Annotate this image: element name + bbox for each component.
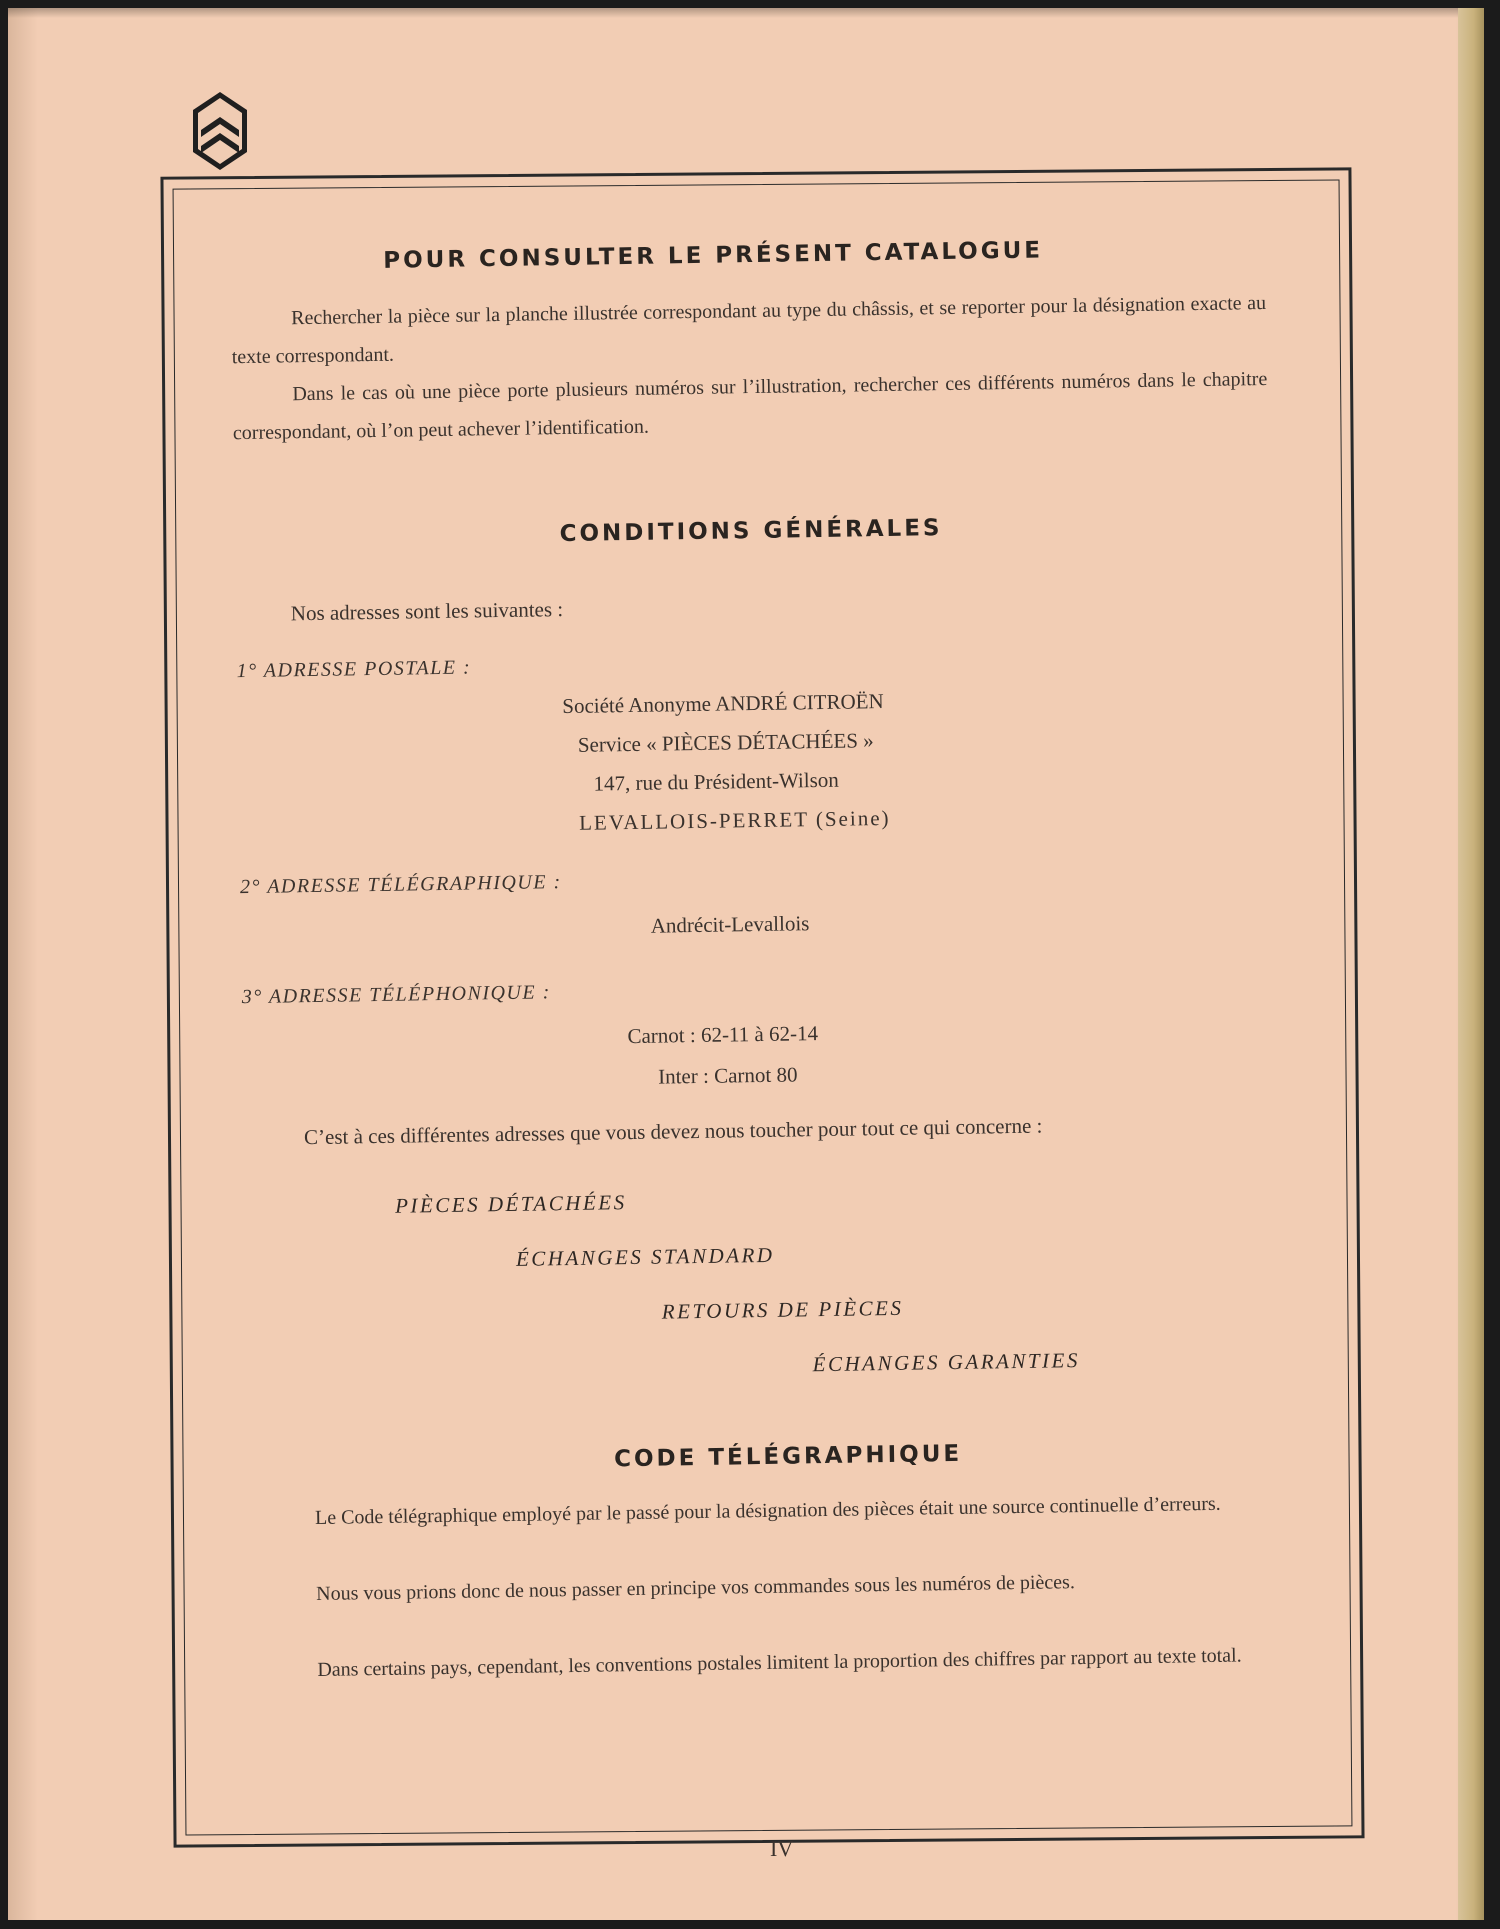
binding-edge bbox=[1458, 8, 1484, 1920]
postal-address-label: 1° ADRESSE POSTALE : bbox=[236, 656, 472, 683]
telegraph-address-value: Andrécit-Levallois bbox=[650, 911, 810, 938]
telephone-number: Carnot : 62-11 à 62-14 bbox=[627, 1021, 819, 1049]
concern-sentence: C’est à ces différentes adresses que vous devez nous toucher pour tout ce qui concerne : bbox=[303, 1113, 1043, 1150]
heading-consult: POUR CONSULTER LE PRÉSENT CATALOGUE bbox=[383, 237, 1044, 274]
heading-code: CODE TÉLÉGRAPHIQUE bbox=[613, 1440, 963, 1473]
citroen-double-chevron-logo bbox=[189, 90, 251, 172]
service-item: ÉCHANGES STANDARD bbox=[515, 1242, 775, 1271]
page-number: IV bbox=[770, 1836, 794, 1861]
page-content bbox=[154, 163, 1365, 1846]
page-top-shadow bbox=[8, 8, 1484, 18]
service-item: RETOURS DE PIÈCES bbox=[661, 1295, 904, 1324]
consult-paragraph-1: Rechercher la pièce sur la planche illustrée correspondant au type du châssis, et se reporter pour la désignation exacte au texte correspondant. bbox=[231, 291, 1267, 369]
consult-paragraph-2: Dans le cas où une pièce porte plusieurs numéros sur l’illustration, rechercher ces différents numéros dans le chapitre correspondant, où l’on peut achever l’identification. bbox=[232, 367, 1268, 445]
postal-address-line: LEVALLOIS-PERRET (Seine) bbox=[578, 805, 891, 835]
code-paragraph-3: Dans certains pays, cependant, les conventions postales limitent la proportion des chiffres par rapport au texte total. bbox=[317, 1644, 1242, 1682]
heading-conditions: CONDITIONS GÉNÉRALES bbox=[559, 515, 943, 548]
postal-address-line: 147, rue du Président-Wilson bbox=[593, 767, 839, 796]
telephone-number: Inter : Carnot 80 bbox=[657, 1062, 798, 1089]
addresses-intro: Nos adresses sont les suivantes : bbox=[290, 597, 564, 626]
service-item: PIÈCES DÉTACHÉES bbox=[394, 1190, 627, 1218]
telephone-address-label: 3° ADRESSE TÉLÉPHONIQUE : bbox=[241, 981, 551, 1009]
telegraph-address-label: 2° ADRESSE TÉLÉGRAPHIQUE : bbox=[239, 871, 562, 899]
code-paragraph-1: Le Code télégraphique employé par le passé pour la désignation des pièces était une source continuelle d’erreurs. bbox=[314, 1492, 1221, 1530]
postal-address-line: Service « PIÈCES DÉTACHÉES » bbox=[577, 728, 874, 757]
postal-address-line: Société Anonyme ANDRÉ CITROËN bbox=[562, 689, 884, 719]
code-paragraph-2: Nous vous prions donc de nous passer en principe vos commandes sous les numéros de pièces. bbox=[316, 1571, 1076, 1606]
service-item: ÉCHANGES GARANTIES bbox=[812, 1348, 1081, 1377]
